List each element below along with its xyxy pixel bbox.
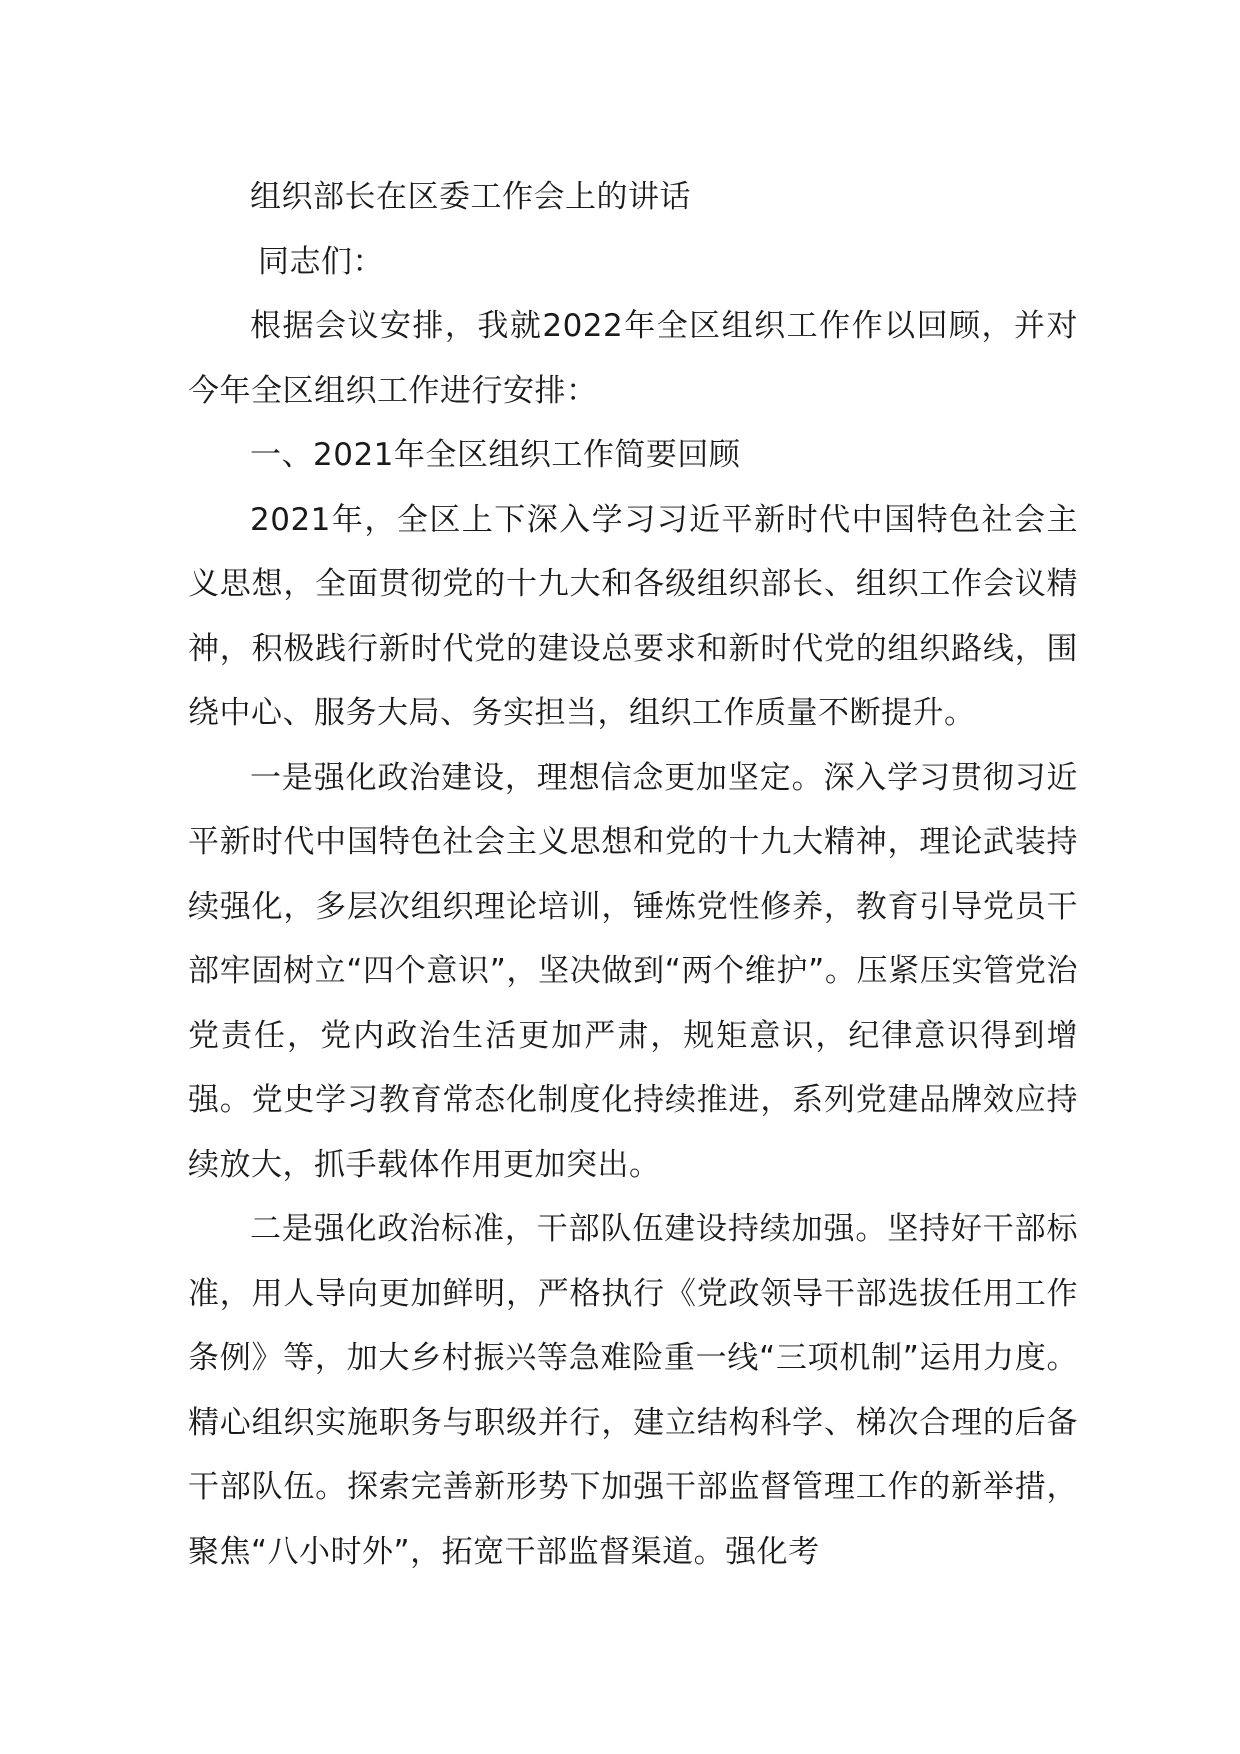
paragraph-overview: 2021年，全区上下深入学习习近平新时代中国特色社会主义思想，全面贯彻党的十九大和各级组织部长、组织工作会议精神，积极践行新时代党的建设总要求和新时代党的组织路线，围绕中心、服务大局、务实担当，组织工作质量不断提升。 bbox=[188, 501, 1078, 731]
paragraph-intro: 根据会议安排，我就2022年全区组织工作作以回顾，并对今年全区组织工作进行安排： bbox=[188, 308, 1078, 409]
document-title: 组织部长在区委工作会上的讲话 bbox=[250, 179, 691, 215]
salutation: 同志们： bbox=[258, 243, 384, 280]
paragraph-political-building: 一是强化政治建设，理想信念更加坚定。深入学习贯彻习近平新时代中国特色社会主义思想和党的十九大精神，理论武装持续强化，多层次组织理论培训，锤炼党性修养，教育引导党员干部牢固树立“四个意识”，坚决做到“两个维护”。压紧压实管党治党责任，党内政治生活更加严肃，规矩意识，纪律意识得到增强。党史学习教育常态化制度化持续推进，系列党建品牌效应持续放大，抓手载体作用更加突出。 bbox=[188, 759, 1078, 1183]
section-heading: 一、2021年全区组织工作简要回顾 bbox=[250, 437, 741, 473]
paragraph-cadre-building: 二是强化政治标准，干部队伍建设持续加强。坚持好干部标准，用人导向更加鲜明，严格执行《党政领导干部选拔任用工作条例》等，加大乡村振兴等急难险重一线“三项机制”运用力度。精心组织实施职务与职级并行，建立结构科学、梯次合理的后备干部队伍。探索完善新形势下加强干部监督管理工作的新举措，聚焦“八小时外”，拓宽干部监督渠道。强化考 bbox=[188, 1211, 1078, 1570]
document-body bbox=[188, 165, 1078, 1584]
